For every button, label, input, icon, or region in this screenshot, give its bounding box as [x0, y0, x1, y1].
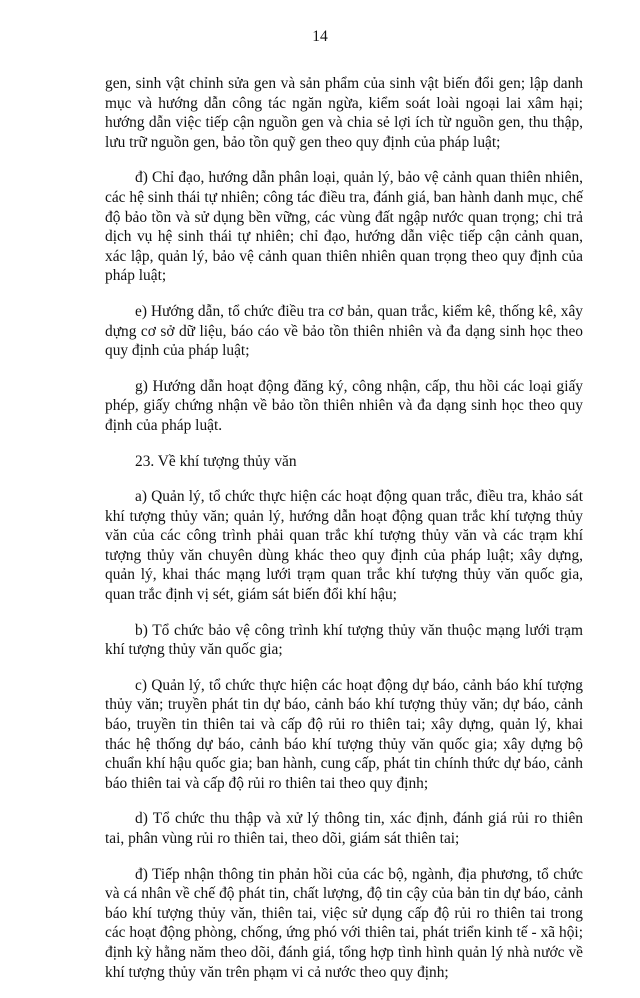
paragraph-a-monitoring: a) Quản lý, tổ chức thực hiện các hoạt động quan trắc, điều tra, khảo sát khí tượng thủy văn; quản lý, hướng dẫn hoạt động quan trắc khí tượng thủy văn của các công trình phải quan trắc khí tượng thủy văn và các trạm khí tượng thủy văn chuyên dùng khác theo quy định của pháp luật; xây dựng, quản lý, khai thác mạng lưới trạm quan trắc khí tượng thủy văn quốc gia, quan trắc định vị sét, giám sát biến đổi khí hậu; — [105, 488, 583, 604]
paragraph-d-stroke-feedback: đ) Tiếp nhận thông tin phản hồi của các bộ, ngành, địa phương, tổ chức và cá nhân về chế độ phát tin, chất lượng, độ tin cậy của bản tin dự báo, cảnh báo khí tượng thủy văn, thiên tai, việc sử dụng cấp độ rủi ro thiên tai trong các hoạt động phòng, chống, ứng phó với thiên tai, phát triển kinh tế - xã hội; định kỳ hằng năm theo dõi, đánh giá, tổng hợp tình hình quản lý nhà nước về khí tượng thủy văn trên phạm vi cả nước theo quy định; — [105, 865, 583, 981]
paragraph-c-forecasting: c) Quản lý, tổ chức thực hiện các hoạt động dự báo, cảnh báo khí tượng thủy văn; truyền phát tin dự báo, cảnh báo khí tượng thủy văn; dự báo, cảnh báo, truyền tin thiên tai và cấp độ rủi ro thiên tai; xây dựng, quản lý, khai thác hệ thống dự báo, cảnh báo khí tượng thủy văn quốc gia; xây dựng bộ chuẩn khí hậu quốc gia; ban hành, cung cấp, phát tin chính thức dự báo, cảnh báo thiên tai và cấp độ rủi ro thiên tai theo quy định; — [105, 676, 583, 792]
page-number: 14 — [312, 28, 328, 45]
paragraph-gen-continuation: gen, sinh vật chỉnh sửa gen và sản phẩm của sinh vật biến đổi gen; lập danh mục và hướng dẫn công tác ngăn ngừa, kiểm soát loài ngoại lai xâm hại; hướng dẫn việc tiếp cận nguồn gen và chia sẻ lợi ích từ nguồn gen, thu thập, lưu trữ nguồn gen, bảo tồn quỹ gen theo quy định của pháp luật; — [105, 75, 583, 151]
paragraph-e-survey: e) Hướng dẫn, tổ chức điều tra cơ bản, quan trắc, kiểm kê, thống kê, xây dựng cơ sở dữ liệu, báo cáo về bảo tồn thiên nhiên và đa dạng sinh học theo quy định của pháp luật; — [105, 302, 583, 360]
paragraph-b-protection: b) Tổ chức bảo vệ công trình khí tượng thủy văn thuộc mạng lưới trạm khí tượng thủy văn quốc gia; — [105, 621, 583, 659]
paragraph-d-risk: d) Tổ chức thu thập và xử lý thông tin, xác định, đánh giá rủi ro thiên tai, phân vùng rủi ro thiên tai, theo dõi, giám sát thiên tai; — [105, 810, 583, 847]
document-body — [105, 74, 583, 998]
paragraph-g-licensing: g) Hướng dẫn hoạt động đăng ký, công nhận, cấp, thu hồi các loại giấy phép, giấy chứng nhận về bảo tồn thiên nhiên và đa dạng sinh học theo quy định của pháp luật. — [105, 377, 583, 434]
section-heading-hydrometeorology: 23. Về khí tượng thủy văn — [135, 452, 297, 470]
paragraph-d-stroke-landscape: đ) Chỉ đạo, hướng dẫn phân loại, quản lý, bảo vệ cảnh quan thiên nhiên, các hệ sinh thái tự nhiên; công tác điều tra, đánh giá, ban hành danh mục, chế độ bảo tồn và sử dụng bền vững, các vùng đất ngập nước quan trọng; chi trả dịch vụ hệ sinh thái tự nhiên; chỉ đạo, hướng dẫn việc tiếp cận cảnh quan, xác lập, quản lý, bảo vệ cảnh quan thiên nhiên quan trọng theo quy định của pháp luật; — [105, 169, 583, 285]
